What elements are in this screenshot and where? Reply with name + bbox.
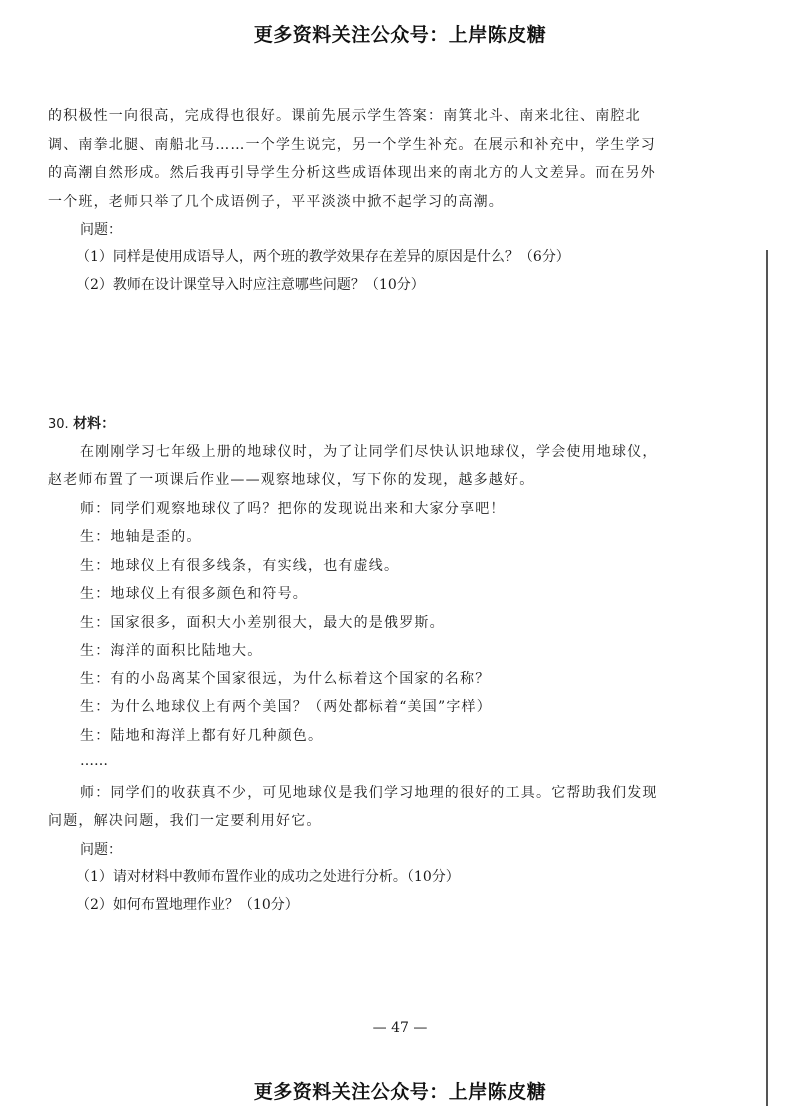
question-item: （1）同样是使用成语导人，两个班的教学效果存在差异的原因是什么？（6分）: [76, 249, 570, 265]
dialogue-line: 生：有的小岛离某个国家很远，为什么标着这个国家的名称？: [80, 671, 491, 687]
closing-line: 师：同学们的收获真不少，可见地球仪是我们学习地理的很好的工具。它帮助我们发现: [80, 785, 658, 801]
closing-line: 问题，解决问题，我们一定要利用好它。: [48, 813, 322, 829]
material-label: 材料：: [73, 416, 116, 432]
dialogue-line: 生：地球仪上有很多颜色和符号。: [80, 586, 308, 602]
header-banner: 更多资料关注公众号：上岸陈皮糖: [253, 24, 547, 46]
paragraph-line: 的积极性一向很高，完成得也很好。课前先展示学生答案：南箕北斗、南来北往、南腔北: [48, 108, 641, 124]
question-heading: [48, 415, 115, 434]
paragraph-line: 调、南拳北腿、南船北马……一个学生说完，另一个学生补充。在展示和补充中，学生学习: [48, 137, 656, 153]
dialogue-line: 生：地轴是歪的。: [80, 529, 202, 545]
dialogue-line: 生：地球仪上有很多线条，有实线，也有虚线。: [80, 558, 400, 574]
paragraph-line: 的高潮自然形成。然后我再引导学生分析这些成语体现出来的南北方的人文差异。而在另外: [48, 165, 656, 181]
dialogue-line: 生：国家很多，面积大小差别很大，最大的是俄罗斯。: [80, 615, 445, 631]
question-number: 30.: [48, 417, 69, 432]
dialogue-line: 生：为什么地球仪上有两个美国？（两处都标着“美国”字样）: [80, 699, 492, 715]
dialogue-line: 师：同学们观察地球仪了吗？把你的发现说出来和大家分享吧！: [80, 501, 506, 517]
scan-binding-line: [766, 250, 768, 1106]
intro-line: 在刚刚学习七年级上册的地球仪时，为了让同学们尽快认识地球仪，学会使用地球仪，: [80, 444, 658, 460]
ellipsis-line: ……: [80, 753, 108, 769]
question-item: （2）教师在设计课堂导入时应注意哪些问题？（10分）: [76, 277, 425, 293]
question-item: （1）请对材料中教师布置作业的成功之处进行分析。（10分）: [76, 869, 460, 885]
intro-line: 赵老师布置了一项课后作业——观察地球仪，写下你的发现，越多越好。: [48, 472, 535, 488]
paragraph-line: 一个班，老师只举了几个成语例子，平平淡淡中掀不起学习的高潮。: [48, 194, 504, 210]
dialogue-line: 生：陆地和海洋上都有好几种颜色。: [80, 728, 324, 744]
footer-banner: 更多资料关注公众号：上岸陈皮糖: [253, 1081, 547, 1103]
page-number: — 47 —: [372, 1020, 428, 1036]
questions-label: 问题：: [80, 842, 122, 858]
question-item: （2）如何布置地理作业？（10分）: [76, 897, 299, 913]
dialogue-line: 生：海洋的面积比陆地大。: [80, 643, 263, 659]
questions-label: 问题：: [80, 222, 122, 238]
